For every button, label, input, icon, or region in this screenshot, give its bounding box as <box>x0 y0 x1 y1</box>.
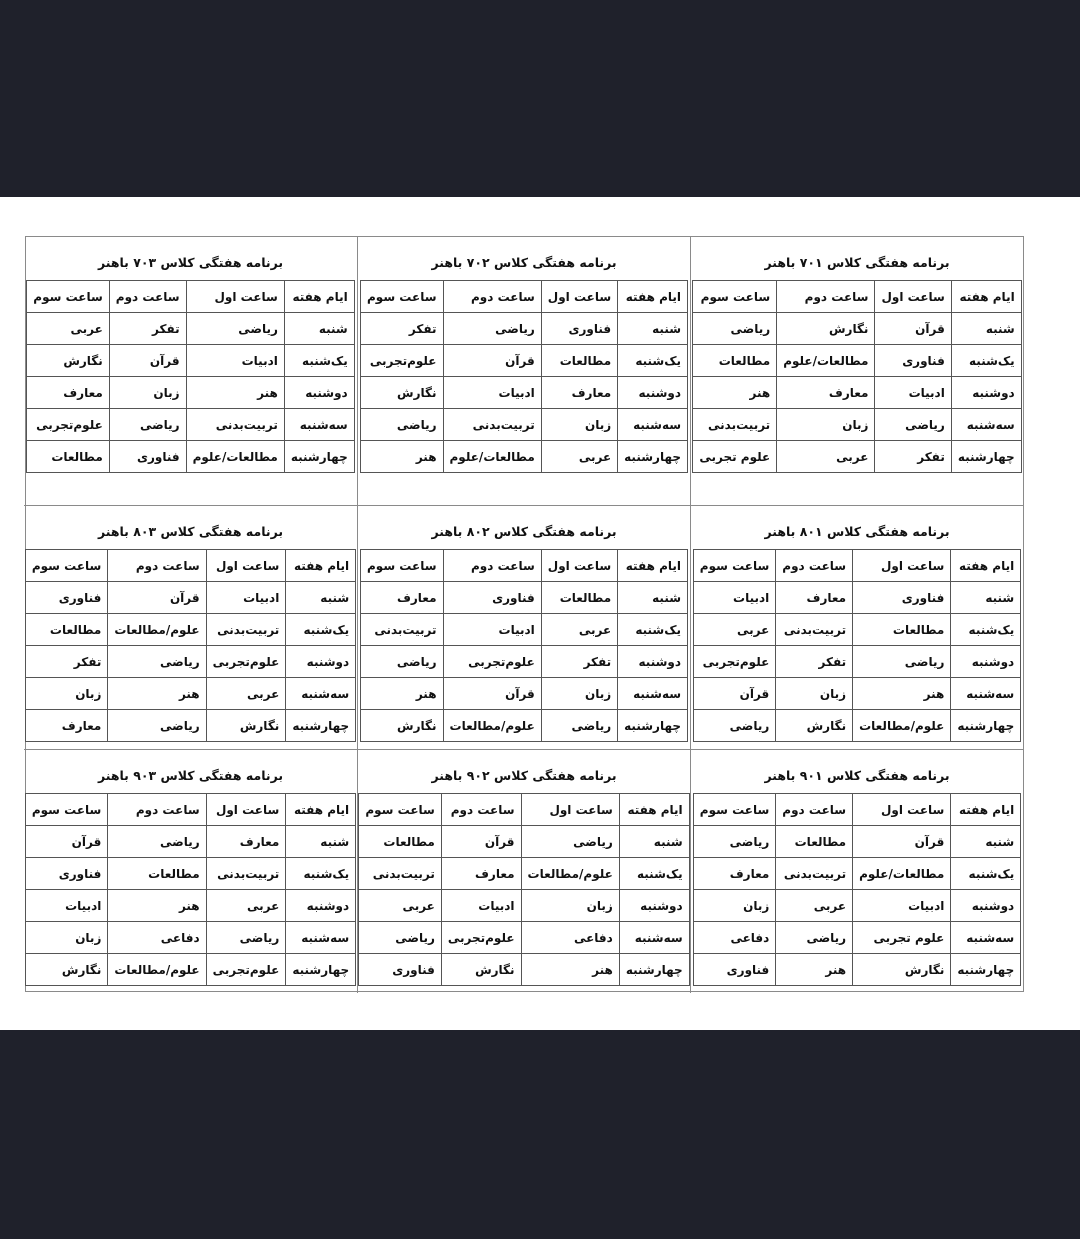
subject-cell: معارف <box>776 582 853 614</box>
subject-cell: قرآن <box>443 678 541 710</box>
subject-cell: ریاضی <box>186 313 284 345</box>
day-cell: دوشنبه <box>618 646 688 678</box>
subject-cell: عربی <box>541 614 617 646</box>
table-row <box>693 678 1020 710</box>
day-cell: سه‌شنبه <box>284 409 354 441</box>
day-cell: چهارشنبه <box>951 441 1021 473</box>
subject-cell: فناوری <box>443 582 541 614</box>
subject-cell: ادبیات <box>25 890 108 922</box>
schedule-table <box>25 549 356 742</box>
column-header: ساعت سوم <box>693 550 776 582</box>
day-cell: یک‌شنبه <box>619 858 689 890</box>
column-header: ساعت دوم <box>108 794 206 826</box>
column-header: ساعت اول <box>521 794 619 826</box>
table-row <box>693 441 1021 473</box>
header-row <box>359 794 689 826</box>
subject-cell: ادبیات <box>853 890 951 922</box>
schedule-title: برنامه هفتگی کلاس ۸۰۱ باهنر <box>764 524 950 539</box>
subject-cell: تفکر <box>361 313 444 345</box>
subject-cell: قرآن <box>875 313 951 345</box>
schedule-title: برنامه هفتگی کلاس ۹۰۱ باهنر <box>764 768 950 783</box>
subject-cell: ریاضی <box>521 826 619 858</box>
day-cell: یک‌شنبه <box>284 345 354 377</box>
subject-cell: معارف <box>27 377 110 409</box>
table-row <box>27 313 354 345</box>
header-row <box>361 281 688 313</box>
table-row <box>361 614 688 646</box>
subject-cell: مطالعات <box>693 345 777 377</box>
schedule-table <box>360 549 688 742</box>
subject-cell: ریاضی <box>359 922 442 954</box>
subject-cell: نگارش <box>25 954 108 986</box>
day-cell: دوشنبه <box>618 377 688 409</box>
subject-cell: ریاضی <box>361 646 444 678</box>
column-header: ساعت سوم <box>361 550 444 582</box>
subject-cell: نگارش <box>441 954 521 986</box>
subject-cell: مطالعات <box>776 826 853 858</box>
table-row <box>359 826 689 858</box>
day-cell: دوشنبه <box>284 377 354 409</box>
day-cell: شنبه <box>284 313 354 345</box>
schedule-table <box>358 793 689 986</box>
subject-cell: ریاضی <box>109 409 186 441</box>
column-header: ایام هفته <box>951 550 1021 582</box>
table-row <box>693 890 1020 922</box>
table-row <box>693 858 1020 890</box>
day-cell: یک‌شنبه <box>951 858 1021 890</box>
subject-cell: هنر <box>186 377 284 409</box>
schedule-title: برنامه هفتگی کلاس ۷۰۲ باهنر <box>431 255 617 270</box>
table-row <box>25 614 355 646</box>
table-row <box>693 377 1021 409</box>
schedule-title: برنامه هفتگی کلاس ۹۰۲ باهنر <box>431 768 617 783</box>
day-cell: شنبه <box>951 826 1021 858</box>
subject-cell: تفکر <box>541 646 617 678</box>
table-row <box>25 710 355 742</box>
subject-cell: فناوری <box>853 582 951 614</box>
subject-cell: علوم‌تجربی <box>443 646 541 678</box>
subject-cell: فناوری <box>693 954 776 986</box>
subject-cell: دفاعی <box>693 922 776 954</box>
day-cell: یک‌شنبه <box>951 614 1021 646</box>
subject-cell: نگارش <box>361 710 444 742</box>
subject-cell: تربیت‌بدنی <box>359 858 442 890</box>
column-header: ایام هفته <box>951 794 1021 826</box>
subject-cell: هنر <box>108 678 206 710</box>
column-header: ساعت سوم <box>25 794 108 826</box>
table-row <box>361 377 688 409</box>
column-header: ساعت دوم <box>443 550 541 582</box>
subject-cell: مطالعات <box>853 614 951 646</box>
column-header: ساعت اول <box>186 281 284 313</box>
table-row <box>359 954 689 986</box>
subject-cell: قرآن <box>109 345 186 377</box>
subject-cell: قرآن <box>108 582 206 614</box>
subject-cell: ریاضی <box>693 826 776 858</box>
day-cell: چهارشنبه <box>284 441 354 473</box>
column-header: ساعت اول <box>206 550 286 582</box>
day-cell: چهارشنبه <box>618 441 688 473</box>
column-header: ساعت اول <box>541 550 617 582</box>
subject-cell: زبان <box>521 890 619 922</box>
subject-cell: مطالعات/علوم <box>777 345 875 377</box>
class-schedule-panel <box>24 237 357 506</box>
subject-cell: زبان <box>109 377 186 409</box>
subject-cell: ریاضی <box>693 313 777 345</box>
subject-cell: ادبیات <box>443 377 541 409</box>
class-schedule-panel <box>690 506 1023 750</box>
day-cell: سه‌شنبه <box>618 409 688 441</box>
subject-cell: علوم/مطالعات <box>108 614 206 646</box>
subject-cell: علوم‌تجربی <box>693 646 776 678</box>
class-schedule-panel <box>357 237 690 506</box>
subject-cell: عربی <box>777 441 875 473</box>
subject-cell: علوم/مطالعات <box>521 858 619 890</box>
table-row <box>693 614 1020 646</box>
column-header: ایام هفته <box>951 281 1021 313</box>
day-cell: دوشنبه <box>951 377 1021 409</box>
subject-cell: زبان <box>693 890 776 922</box>
table-row <box>27 441 354 473</box>
column-header: ساعت سوم <box>361 281 444 313</box>
subject-cell: قرآن <box>443 345 541 377</box>
day-cell: دوشنبه <box>286 890 356 922</box>
subject-cell: تفکر <box>109 313 186 345</box>
column-header: ساعت سوم <box>27 281 110 313</box>
table-row <box>27 377 354 409</box>
day-cell: سه‌شنبه <box>619 922 689 954</box>
class-schedule-panel <box>357 750 690 993</box>
column-header: ساعت سوم <box>359 794 442 826</box>
table-row <box>25 582 355 614</box>
table-row <box>361 646 688 678</box>
day-cell: یک‌شنبه <box>618 345 688 377</box>
subject-cell: ریاضی <box>541 710 617 742</box>
subject-cell: مطالعات <box>541 345 617 377</box>
subject-cell: معارف <box>25 710 108 742</box>
subject-cell: ریاضی <box>776 922 853 954</box>
day-cell: شنبه <box>286 582 356 614</box>
table-row <box>693 710 1020 742</box>
day-cell: شنبه <box>618 582 688 614</box>
table-row <box>693 646 1020 678</box>
column-header: ساعت دوم <box>776 550 853 582</box>
column-header: ساعت دوم <box>777 281 875 313</box>
subject-cell: عربی <box>206 678 286 710</box>
column-header: ساعت سوم <box>693 281 777 313</box>
subject-cell: تربیت‌بدنی <box>186 409 284 441</box>
subject-cell: عربی <box>27 313 110 345</box>
header-row <box>27 281 354 313</box>
subject-cell: معارف <box>441 858 521 890</box>
day-cell: چهارشنبه <box>951 954 1021 986</box>
subject-cell: تربیت‌بدنی <box>443 409 541 441</box>
subject-cell: مطالعات/علوم <box>186 441 284 473</box>
subject-cell: عربی <box>541 441 617 473</box>
subject-cell: فناوری <box>875 345 951 377</box>
column-header: ساعت دوم <box>441 794 521 826</box>
table-row <box>361 409 688 441</box>
column-header: ایام هفته <box>286 550 356 582</box>
subject-cell: تربیت‌بدنی <box>693 409 777 441</box>
subject-cell: علوم تجربی <box>853 922 951 954</box>
table-row <box>25 922 355 954</box>
table-row <box>693 826 1020 858</box>
subject-cell: معارف <box>777 377 875 409</box>
subject-cell: ادبیات <box>186 345 284 377</box>
subject-cell: نگارش <box>776 710 853 742</box>
subject-cell: فناوری <box>25 582 108 614</box>
column-header: ساعت اول <box>853 794 951 826</box>
schedule-table <box>693 549 1021 742</box>
day-cell: یک‌شنبه <box>951 345 1021 377</box>
schedule-table <box>360 280 688 473</box>
subject-cell: معارف <box>541 377 617 409</box>
subject-cell: علوم/مطالعات <box>853 710 951 742</box>
subject-cell: هنر <box>776 954 853 986</box>
subject-cell: عربی <box>359 890 442 922</box>
table-row <box>25 890 355 922</box>
subject-cell: ریاضی <box>853 646 951 678</box>
column-header: ساعت اول <box>875 281 951 313</box>
subject-cell: فناوری <box>359 954 442 986</box>
day-cell: سه‌شنبه <box>951 409 1021 441</box>
table-row <box>27 409 354 441</box>
schedule-grid <box>25 236 1024 992</box>
subject-cell: ریاضی <box>875 409 951 441</box>
table-row <box>361 678 688 710</box>
subject-cell: علوم‌تجربی <box>206 954 286 986</box>
table-row <box>693 922 1020 954</box>
subject-cell: تربیت‌بدنی <box>776 614 853 646</box>
table-row <box>693 345 1021 377</box>
day-cell: شنبه <box>286 826 356 858</box>
header-row <box>693 794 1020 826</box>
header-row <box>25 550 355 582</box>
table-row <box>25 646 355 678</box>
subject-cell: تربیت‌بدنی <box>206 614 286 646</box>
schedule-title: برنامه هفتگی کلاس ۷۰۳ باهنر <box>97 255 284 270</box>
subject-cell: عربی <box>693 614 776 646</box>
day-cell: دوشنبه <box>951 890 1021 922</box>
subject-cell: تفکر <box>25 646 108 678</box>
day-cell: چهارشنبه <box>951 710 1021 742</box>
column-header: ایام هفته <box>618 281 688 313</box>
table-row <box>25 826 355 858</box>
subject-cell: فناوری <box>25 858 108 890</box>
table-row <box>361 345 688 377</box>
table-row <box>361 441 688 473</box>
class-schedule-panel <box>357 506 690 750</box>
document-page <box>0 197 1080 1030</box>
subject-cell: نگارش <box>853 954 951 986</box>
column-header: ساعت دوم <box>443 281 541 313</box>
subject-cell: فناوری <box>541 313 617 345</box>
column-header: ساعت اول <box>206 794 286 826</box>
column-header: ایام هفته <box>618 550 688 582</box>
subject-cell: مطالعات <box>25 614 108 646</box>
subject-cell: ریاضی <box>108 826 206 858</box>
table-row <box>359 922 689 954</box>
subject-cell: نگارش <box>361 377 444 409</box>
subject-cell: مطالعات <box>541 582 617 614</box>
column-header: ایام هفته <box>619 794 689 826</box>
table-row <box>359 890 689 922</box>
subject-cell: تفکر <box>875 441 951 473</box>
subject-cell: مطالعات/علوم <box>853 858 951 890</box>
subject-cell: نگارش <box>206 710 286 742</box>
column-header: ساعت دوم <box>108 550 206 582</box>
schedule-title: برنامه هفتگی کلاس ۹۰۳ باهنر <box>97 768 284 783</box>
subject-cell: تفکر <box>776 646 853 678</box>
table-row <box>27 345 354 377</box>
day-cell: شنبه <box>951 582 1021 614</box>
subject-cell: هنر <box>108 890 206 922</box>
class-schedule-panel <box>24 750 357 993</box>
schedule-title: برنامه هفتگی کلاس ۷۰۱ باهنر <box>764 255 950 270</box>
day-cell: سه‌شنبه <box>286 922 356 954</box>
column-header: ساعت اول <box>853 550 951 582</box>
day-cell: چهارشنبه <box>618 710 688 742</box>
day-cell: یک‌شنبه <box>286 614 356 646</box>
subject-cell: دفاعی <box>108 922 206 954</box>
subject-cell: ادبیات <box>206 582 286 614</box>
column-header: ساعت دوم <box>776 794 853 826</box>
subject-cell: مطالعات <box>359 826 442 858</box>
subject-cell: علوم تجربی <box>693 441 777 473</box>
day-cell: دوشنبه <box>286 646 356 678</box>
table-row <box>693 409 1021 441</box>
subject-cell: علوم‌تجربی <box>27 409 110 441</box>
table-row <box>361 582 688 614</box>
day-cell: شنبه <box>951 313 1021 345</box>
subject-cell: زبان <box>541 678 617 710</box>
day-cell: چهارشنبه <box>286 710 356 742</box>
schedule-title: برنامه هفتگی کلاس ۸۰۳ باهنر <box>97 524 284 539</box>
subject-cell: هنر <box>361 678 444 710</box>
header-row <box>693 550 1020 582</box>
table-row <box>361 710 688 742</box>
subject-cell: فناوری <box>109 441 186 473</box>
subject-cell: معارف <box>361 582 444 614</box>
column-header: ایام هفته <box>284 281 354 313</box>
day-cell: شنبه <box>618 313 688 345</box>
day-cell: سه‌شنبه <box>951 678 1021 710</box>
table-row <box>693 582 1020 614</box>
class-schedule-panel <box>690 237 1023 506</box>
column-header: ساعت دوم <box>109 281 186 313</box>
subject-cell: قرآن <box>693 678 776 710</box>
day-cell: سه‌شنبه <box>286 678 356 710</box>
table-row <box>25 954 355 986</box>
header-row <box>693 281 1021 313</box>
subject-cell: ریاضی <box>693 710 776 742</box>
table-row <box>25 678 355 710</box>
subject-cell: هنر <box>693 377 777 409</box>
schedule-title: برنامه هفتگی کلاس ۸۰۲ باهنر <box>431 524 617 539</box>
schedule-table <box>26 280 354 473</box>
subject-cell: ادبیات <box>693 582 776 614</box>
header-row <box>361 550 688 582</box>
column-header: ساعت سوم <box>25 550 108 582</box>
subject-cell: زبان <box>777 409 875 441</box>
column-header: ایام هفته <box>286 794 356 826</box>
subject-cell: زبان <box>541 409 617 441</box>
table-row <box>361 313 688 345</box>
schedule-table <box>25 793 356 986</box>
subject-cell: قرآن <box>441 826 521 858</box>
column-header: ساعت اول <box>541 281 617 313</box>
subject-cell: مطالعات/علوم <box>443 441 541 473</box>
day-cell: سه‌شنبه <box>618 678 688 710</box>
subject-cell: هنر <box>521 954 619 986</box>
subject-cell: ریاضی <box>108 710 206 742</box>
subject-cell: هنر <box>853 678 951 710</box>
schedule-table <box>692 280 1021 473</box>
subject-cell: مطالعات <box>27 441 110 473</box>
class-schedule-panel <box>24 506 357 750</box>
subject-cell: زبان <box>25 678 108 710</box>
table-row <box>359 858 689 890</box>
table-row <box>25 858 355 890</box>
subject-cell: علوم‌تجربی <box>361 345 444 377</box>
subject-cell: علوم/مطالعات <box>108 954 206 986</box>
subject-cell: معارف <box>693 858 776 890</box>
subject-cell: هنر <box>361 441 444 473</box>
day-cell: یک‌شنبه <box>618 614 688 646</box>
day-cell: چهارشنبه <box>619 954 689 986</box>
subject-cell: عربی <box>206 890 286 922</box>
subject-cell: قرآن <box>853 826 951 858</box>
table-row <box>693 954 1020 986</box>
subject-cell: علوم‌تجربی <box>441 922 521 954</box>
day-cell: شنبه <box>619 826 689 858</box>
subject-cell: قرآن <box>25 826 108 858</box>
day-cell: سه‌شنبه <box>951 922 1021 954</box>
subject-cell: تربیت‌بدنی <box>206 858 286 890</box>
header-row <box>25 794 355 826</box>
schedule-table <box>693 793 1021 986</box>
column-header: ساعت سوم <box>693 794 776 826</box>
subject-cell: ریاضی <box>361 409 444 441</box>
subject-cell: تربیت‌بدنی <box>361 614 444 646</box>
subject-cell: ریاضی <box>206 922 286 954</box>
day-cell: یک‌شنبه <box>286 858 356 890</box>
subject-cell: تربیت‌بدنی <box>776 858 853 890</box>
subject-cell: نگارش <box>777 313 875 345</box>
subject-cell: نگارش <box>27 345 110 377</box>
subject-cell: عربی <box>776 890 853 922</box>
subject-cell: ریاضی <box>108 646 206 678</box>
subject-cell: معارف <box>206 826 286 858</box>
subject-cell: علوم‌تجربی <box>206 646 286 678</box>
subject-cell: علوم/مطالعات <box>443 710 541 742</box>
subject-cell: زبان <box>776 678 853 710</box>
day-cell: دوشنبه <box>951 646 1021 678</box>
subject-cell: مطالعات <box>108 858 206 890</box>
day-cell: چهارشنبه <box>286 954 356 986</box>
day-cell: دوشنبه <box>619 890 689 922</box>
subject-cell: ادبیات <box>875 377 951 409</box>
table-row <box>693 313 1021 345</box>
class-schedule-panel <box>690 750 1023 993</box>
subject-cell: ادبیات <box>441 890 521 922</box>
subject-cell: زبان <box>25 922 108 954</box>
subject-cell: ریاضی <box>443 313 541 345</box>
subject-cell: دفاعی <box>521 922 619 954</box>
subject-cell: ادبیات <box>443 614 541 646</box>
